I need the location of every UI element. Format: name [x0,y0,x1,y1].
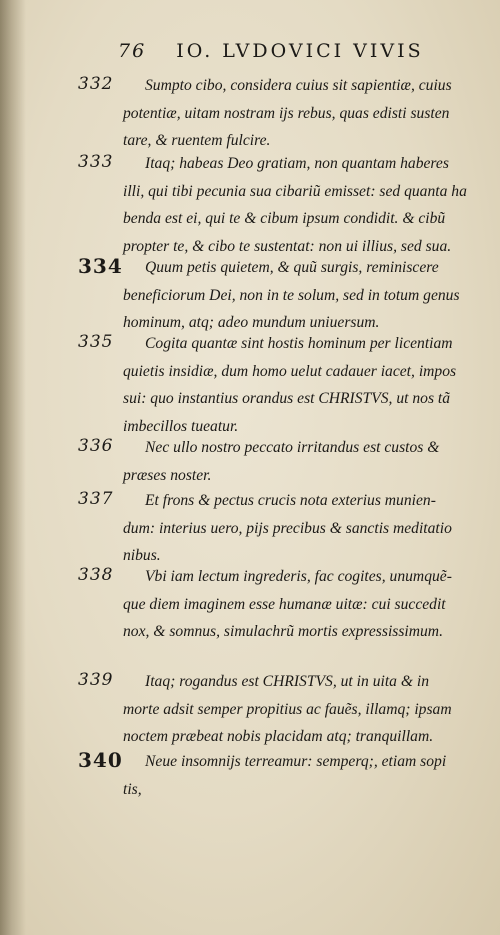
text-line: Quum petis quietem, & quũ surgis, reminiscere [145,259,439,276]
entry-text [123,563,495,646]
text-line: sui: quo instantius orandus est CHRISTVS, ut nos tã [123,390,451,407]
entry-text [123,487,495,570]
text-line: nibus. [123,547,161,564]
text-line: propter te, & cibo te sustentat: non ui illius, sed sua. [123,237,452,255]
entry-number: 332 [78,74,114,94]
text-line: Sumpto cibo, considera cuius sit sapientiæ, cuius [145,77,452,94]
text-line: illi, qui tibi pecunia sua cibariũ emisset: sed quanta ha [123,182,467,200]
text-line: benda est ei, qui te & cibum ipsum condidit. & cibũ [123,210,446,227]
entry-number: 338 [78,565,114,585]
entry-number: 335 [78,332,114,352]
entry-number: 334 [78,254,123,278]
page-header [118,40,478,66]
text-line: nox, & somnus, simulachrũ mortis expressissimum. [123,623,443,640]
entry-text [123,150,495,260]
running-head: IO. LVDOVICI VIVIS [176,40,424,62]
text-line: dum: interius uero, pijs precibus & sanctis meditatio [123,519,452,537]
entry-number: 333 [78,152,114,172]
text-line: Et frons & pectus crucis nota exterius munien- [145,492,436,509]
text-line: quietis insidiæ, dum homo uelut cadauer iacet, impos [123,362,457,380]
text-line: tare, & ruentem fulcire. [123,132,271,149]
entry-number: 337 [78,489,114,509]
entry-text [123,330,495,440]
text-line: imbecillos tueatur. [123,417,239,435]
entry-text [123,748,495,803]
entry-number: 339 [78,670,114,690]
text-line: tis, [123,780,142,798]
text-line: noctem præbeat nobis placidam atq; tranquillam. [123,728,434,745]
text-line: beneficiorum Dei, non in te solum, sed in totum genus [123,286,460,304]
text-line: Cogita quantæ sint hostis hominum per licentiam [145,335,453,352]
text-line: præses noster. [123,466,212,484]
text-line: potentiæ, uitam nostram ijs rebus, quas edisti susten [123,104,450,122]
text-line: Vbi iam lectum ingrederis, fac cogites, unumquẽ- [145,568,452,585]
entry-text [123,434,495,489]
text-line: que diem imaginem esse humanæ uitæ: cui succedit [123,595,446,613]
text-line: Itaq; rogandus est CHRISTVS, ut in uita & in [145,673,430,690]
page-number: 76 [118,40,147,62]
entry-text [123,254,495,337]
text-line: Itaq; habeas Deo gratiam, non quantam haberes [145,155,449,172]
entry-number: 340 [78,748,123,772]
entry-text [123,72,495,155]
text-line: Nec ullo nostro peccato irritandus est custos & [145,439,440,456]
entry-number: 336 [78,436,114,456]
page-gutter [0,0,26,935]
text-line: Neue insomnijs terreamur: semperq;, etiam sopi [145,753,447,770]
text-line: morte adsit semper propitius ac fauẽs, illamq; ipsam [123,700,452,718]
entry-text [123,668,495,751]
text-line: hominum, atq; adeo mundum uniuersum. [123,314,380,331]
